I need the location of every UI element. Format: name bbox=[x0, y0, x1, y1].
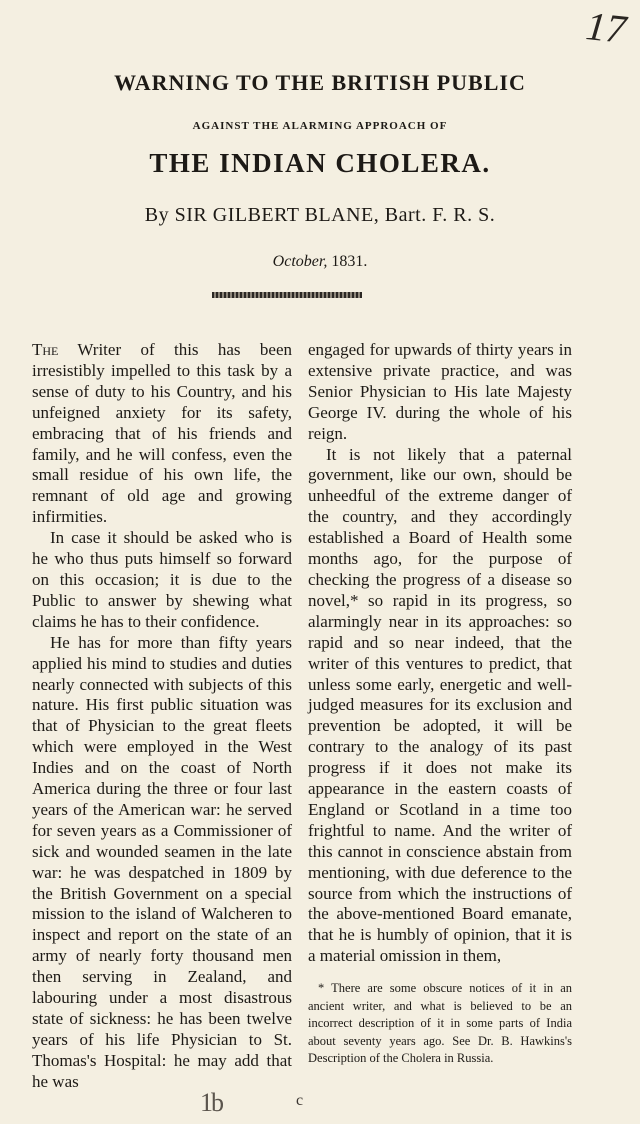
date-line bbox=[0, 253, 640, 271]
paragraph-2: In case it should be asked who is he who thus puts himself so forward on this occasion; it is due to the Public to answer by shewing what claims he has to their confidence. bbox=[32, 528, 292, 631]
document-subtitle: AGAINST THE ALARMING APPROACH OF bbox=[192, 120, 448, 132]
signature-mark: c bbox=[296, 1092, 304, 1109]
paragraph-3: He has for more than fifty years applied his mind to studies and duties nearly connected with subjects of this nature. His first public situation was that of Physician to the great fleets which were employed in the West Indies and on the coast of North America during the three or four last years of the American war: he served for seven years as a Commissioner of sick and wounded seamen in the late war: he was despatched in 1809 by the British Government on a special mission to the island of Walcheren to inspect and report on the state of an army of nearly forty thousand men then serving in Zealand, and labouring under a most disastrous state of sickness: he has been twelve years of his life Physician to St. Thomas's Hospital: he may add that he was bbox=[32, 632, 292, 1091]
main-title: THE INDIAN CHOLERA. bbox=[149, 148, 491, 178]
document-title: WARNING TO THE BRITISH PUBLIC bbox=[114, 70, 526, 95]
paragraph-lead: The bbox=[32, 340, 59, 359]
paragraph-5: It is not likely that a paternal government, like our own, should be unheedful of the extreme danger of the country, and they accordingly established a Board of Health some months ago, for the purpose of checking the progress of a disease so novel,* so rapid in its progress, so alarmingly near in its approaches: so rapid and so near indeed, that the writer of this ventures to predict, that unless some early, energetic and well-judged measures for its exclusion and prevention be adopted, it will be contrary to the analogy of its past progress if it does not make its appearance in the eastern coasts of England or Scotland in a time too frightful to name. And the writer of this cannot in conscience abstain from mentioning, with due deference to the source from which the instructions of the above-mentioned Board emanate, that he is humbly of opinion, that it is a material omission in them, bbox=[308, 444, 572, 966]
paragraph-1 bbox=[32, 340, 292, 528]
paragraph-4: engaged for upwards of thirty years in extensive private practice, and was Senior Physician to His late Majesty George IV. during the whole of his reign. bbox=[308, 340, 572, 443]
decorative-rule bbox=[212, 292, 362, 298]
author-line: By SIR GILBERT BLANE, Bart. F. R. S. bbox=[144, 204, 496, 226]
left-column bbox=[32, 340, 292, 1093]
date-month: October, bbox=[272, 253, 328, 270]
paragraph-text: Writer of this has been irresistibly impelled to this task by a sense of duty to his Country, and his unfeigned anxiety for its safety, embracing that of his friends and family, and he will confess, even the small residue of his own life, the remnant of old age and growing infirmities. bbox=[32, 340, 292, 527]
footnote: * There are some obscure notices of it in an ancient writer, and what is believed to be an incorrect description of it in some parts of India about seventy years ago. See Dr. B. Hawkins's Description of the Cholera in Russia. bbox=[308, 981, 572, 1066]
right-column bbox=[308, 340, 572, 967]
date-year: 1831. bbox=[331, 253, 368, 270]
stamp-mark: 1b bbox=[200, 1088, 222, 1117]
page-number: 17 bbox=[583, 3, 629, 52]
